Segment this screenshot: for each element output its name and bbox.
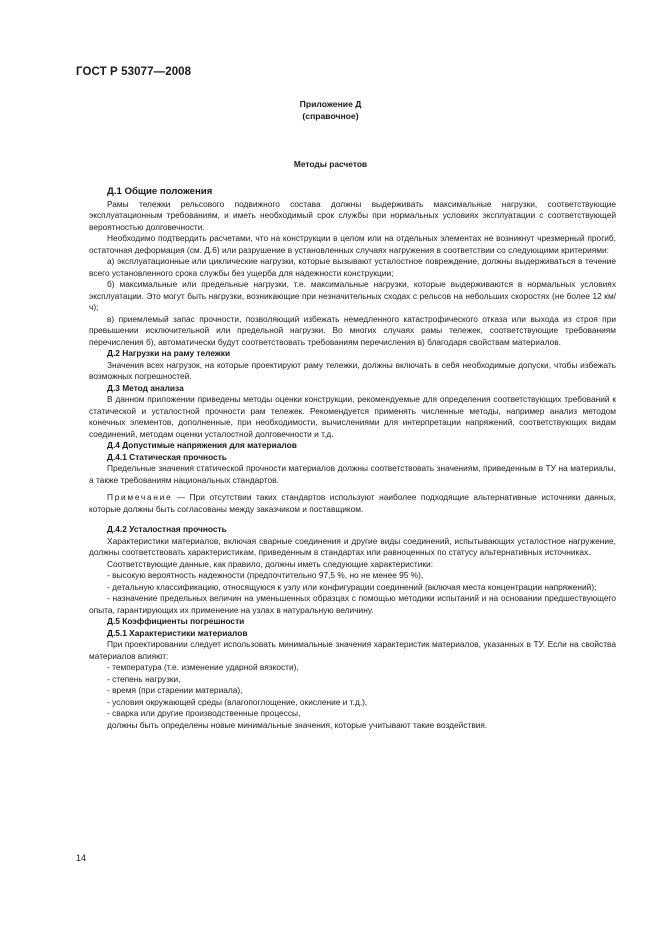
- note-label: Примечание: [107, 492, 173, 502]
- list-item: - условия окружающей среды (влагопоглощение, окисление и т.д.),: [107, 696, 368, 707]
- note: [89, 492, 616, 515]
- paragraph: Характеристики материалов, включая сварные соединения и другие виды соединений, испытывающих усталостное нагружение, должны соответствовать характеристикам, приведенным в стандартах или равноценных по статусу альтернативных источниках.: [89, 535, 616, 557]
- page-number: 14: [76, 853, 87, 863]
- paragraph: должны быть определены новые минимальные значения, которые учитывают такие воздействия.: [107, 719, 488, 730]
- list-item: - высокую вероятность надежности (предпочтительно 97,5 %, но не менее 95 %),: [107, 570, 424, 580]
- section-d3-heading: Д.3 Метод анализа: [107, 382, 184, 393]
- section-d5-heading: Д.5 Коэффициенты погрешности: [107, 616, 245, 626]
- methods-title: Методы расчетов: [293, 159, 368, 169]
- list-item: - сварка или другие производственные процессы,: [107, 708, 301, 718]
- paragraph: Соответствующие данные, как правило, должны иметь следующие характеристики:: [107, 558, 434, 569]
- paragraph: Предельные значения статической прочности материалов должны соответствовать значениям, приведенным в ТУ на материалы, а также требованиям национальных стандартов.: [89, 463, 616, 485]
- list-item: - назначение предельных величин на уменьшенных образцах с помощью методики испытаний и на основании предшествующего опыта, гарантирующих их применение на узлах в натуральную величину.: [89, 593, 616, 615]
- list-item-c: в) приемлемый запас прочности, позволяющий избежать немедленного катастрофического отказа или выхода из строя при превышении исключительной или предельной нагрузки. Во многих случаях рамы тележек, соответствующие требованиям перечисления б), автоматически будут соответствовать требованиям перечисления в) благодаря свойствам материалов.: [89, 313, 616, 347]
- paragraph: Необходимо подтвердить расчетами, что на конструкции в целом или на отдельных элементах не возникнут чрезмерный прогиб, остаточная деформация (см. Д.6) или разрушение в установленных случаях нагружения в соответствии со следующими критериями:: [89, 233, 616, 255]
- list-item-a: а) эксплуатационные или циклические нагрузки, которые вызывают усталостное повреждение, должны выдерживаться в течение всего установленного срока службы без ущерба для надежности конструкции;: [89, 256, 616, 278]
- document-body: [89, 186, 616, 731]
- section-d51-heading: Д.5.1 Характеристики материалов: [107, 627, 248, 638]
- document-code-header: ГОСТ Р 53077—2008: [76, 66, 192, 78]
- section-d1-heading: Д.1 Общие положения: [107, 186, 213, 197]
- list-item: - температура (т.е. изменение ударной вязкости),: [107, 662, 299, 672]
- section-d4-heading: Д.4 Допустимые напряжения для материалов: [107, 440, 297, 450]
- paragraph: Рамы тележки рельсового подвижного состава должны выдерживать максимальные нагрузки, соответствующие эксплуатационным требованиям, и иметь необходимый срок службы при нормальных условиях эксплуатации с соответствующей вероятностью долговечности.: [89, 198, 616, 232]
- section-d41-heading: Д.4.1 Статическая прочность: [107, 451, 227, 462]
- section-d2-heading: Д.2 Нагрузки на раму тележки: [107, 348, 231, 358]
- list-item-b: б) максимальные или предельные нагрузки, т.е. максимальные нагрузки, которые выдерживаются в нормальных условиях эксплуатации. Это могут быть нагрузки, возникающие при незначительных сходах с рельсов на небольших скоростях (не более 12 км/ч);: [89, 279, 616, 312]
- appendix-title: Приложение Д: [299, 99, 362, 109]
- appendix-subtitle: (справочное): [302, 111, 359, 121]
- paragraph: В данном приложении приведены методы оценки конструкции, рекомендуемые для определения соответствующих требований к статической и усталостной прочности рам тележек. Рекомендуется применять численные методы, например анализ методом конечных элементов, дополненные, при необходимости, вычислениями для интерпретации напряжений, соответствующих видам соединений, методам оценки усталостной долговечности и т.д.: [89, 394, 616, 439]
- list-item: - время (при старении материала),: [107, 685, 243, 695]
- paragraph: Значения всех нагрузок, на которые проектируют раму тележки, должны включать в себя необходимые допуски, чтобы избежать возможных погрешностей.: [89, 359, 616, 381]
- list-item: - степень нагрузки,: [107, 673, 181, 684]
- section-d42-heading: Д.4.2 Усталостная прочность: [107, 524, 227, 534]
- note-text: — При отсутствии таких стандартов используют наиболее подходящие альтернативные источники данных, которые должны быть согласованы между заказчиком и поставщиком.: [89, 492, 616, 514]
- paragraph: При проектировании следует использовать минимальные значения характеристик материалов, указанных в ТУ. Если на свойства материалов влияют:: [89, 639, 616, 661]
- list-item: - детальную классификацию, относящуюся к узлу или конфигурации соединений (включая места концентрации напряжений);: [107, 581, 597, 592]
